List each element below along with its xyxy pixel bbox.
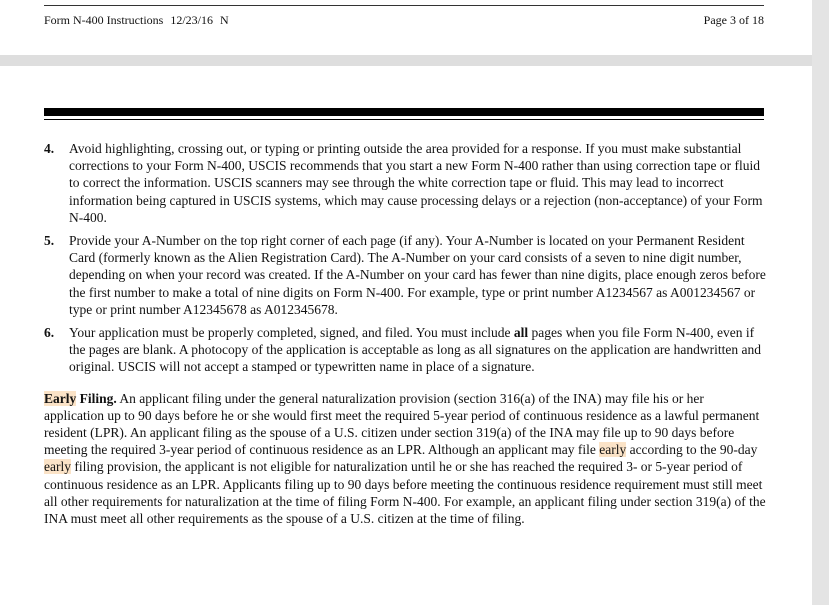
item-number: 5.	[44, 233, 55, 249]
page-separator	[0, 55, 812, 66]
page-top-section	[0, 0, 812, 55]
item-text-part: Your application must be properly completed, signed, and filed. You must include	[69, 325, 514, 341]
early-filing-paragraph	[44, 390, 766, 528]
item-number: 4.	[44, 141, 55, 156]
item-number: 6.	[44, 325, 55, 341]
list-item	[44, 140, 766, 226]
early-filing-heading	[44, 391, 117, 406]
item-text-bold: all	[513, 325, 529, 341]
viewer-right-edge	[812, 0, 829, 605]
page-header-left	[44, 13, 236, 27]
list-item	[44, 324, 766, 376]
item-text-part: pages when you file Form N-400, even if the pages are blank. A photocopy of the application is acceptable as long as all signatures on the application are handwritten and original. USCIS will not accept a stamped or typewritten name in place of a signature.	[69, 325, 762, 375]
item-text: Avoid highlighting, crossing out, or typing or printing outside the area provided for a response. If you must make substantial corrections to your Form N-400, USCIS recommends that you start a new Form N-400 rather than using correction tape or fluid to correct the information. USCIS scanners may see through the white correction tape or fluid. This may lead to incorrect information being captured in USCIS systems, which may cause processing delays or a rejection (non-acceptance) of your Form N-400.	[69, 141, 763, 225]
search-highlight: early	[44, 459, 71, 475]
paragraph-text: according to the 90-day	[626, 442, 758, 458]
item-text	[69, 324, 766, 376]
search-highlight: Early	[44, 390, 77, 406]
form-name: Form N-400 Instructions	[44, 13, 164, 27]
paragraph-text: An applicant filing under the general naturalization provision (section 316(a) of the INA) may file his or her application up to 90 days before he or she would first meet the required 5-year period of continuous residence as a lawful permanent resident (LPR). An applicant filing as the spouse of a U.S. citizen under section 319(a) of the INA may file up to 90 days before meeting the required 3-year period of continuous residence as an LPR. Although an applicant may file	[44, 390, 760, 458]
header-rule	[44, 5, 764, 6]
instructions-content	[44, 140, 766, 527]
paragraph-text: filing provision, the applicant is not eligible for naturalization until he or she has reached the required 3- or 5-year period of continuous residence as an LPR. Applicants filing up to 90 days before meeting the continuous residence requirement must still meet all other requirements for naturalization at the time of filing Form N-400. For example, an applicant filing under section 319(a) of the INA must meet all other requirements as the spouse of a U.S. citizen at the time of filing.	[44, 459, 766, 527]
search-highlight: early	[599, 442, 627, 458]
item-text: Provide your A-Number on the top right corner of each page (if any). Your A-Number is located on your Permanent Resident Card (formerly known as the Alien Registration Card). The A-Number on your card consists of a seven to nine digit number, depending on when your record was created. If the A-Number on your card has fewer than nine digits, place enough zeros before the first number to make a total of nine digits on Form N-400. For example, type or print number A1234567 as A001234567 or type or print number A12345678 as A012345678.	[69, 233, 766, 317]
form-edition: N	[220, 13, 229, 27]
list-item	[44, 232, 766, 318]
heading-text: Filing.	[76, 390, 117, 406]
form-date: 12/23/16	[170, 13, 213, 27]
section-divider-thin	[44, 119, 764, 120]
page-number: Page 3 of 18	[703, 13, 764, 27]
section-divider-thick	[44, 108, 764, 116]
